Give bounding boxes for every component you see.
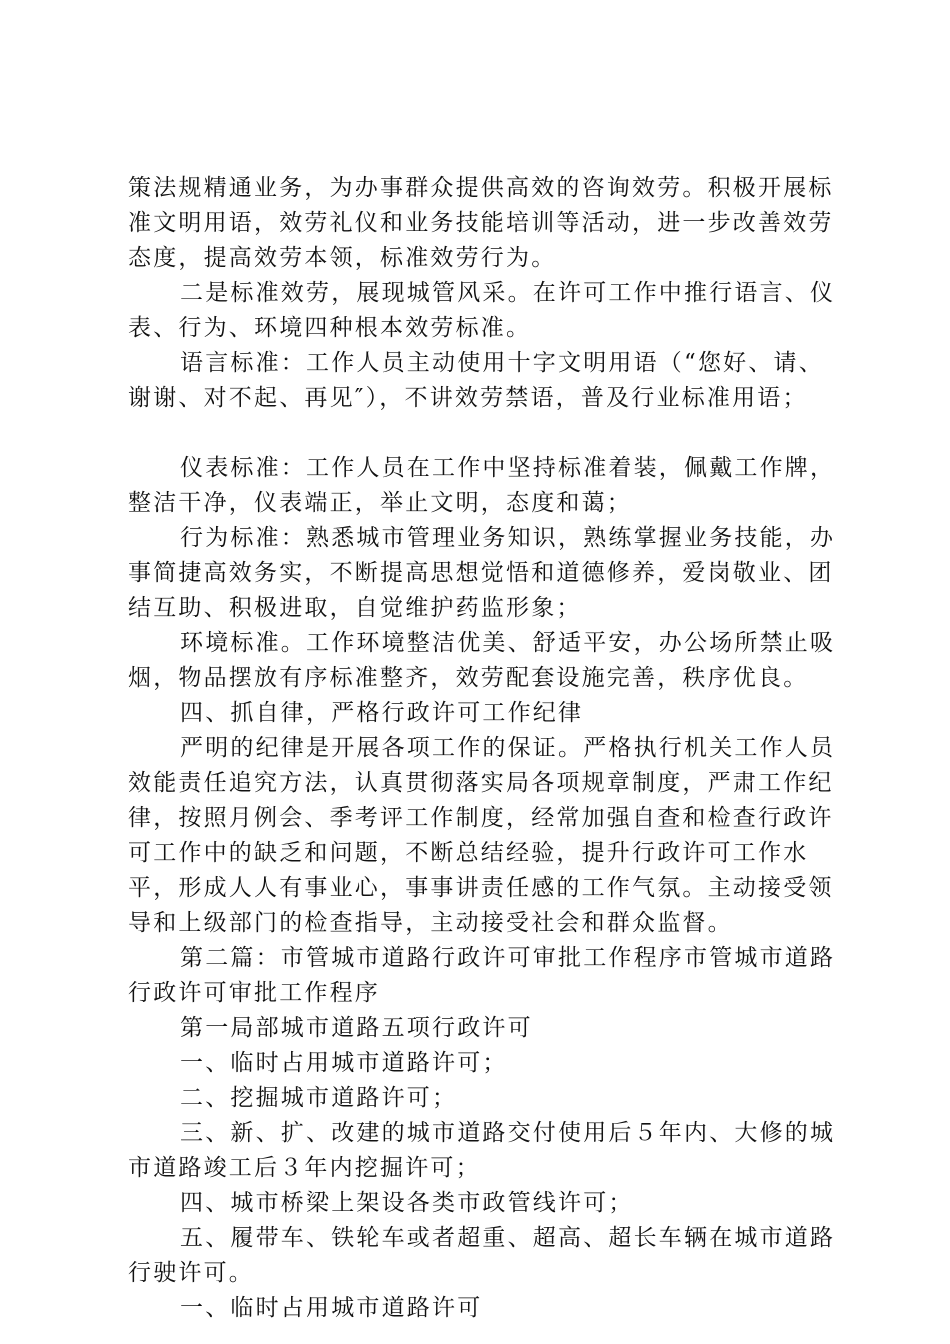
- paragraph-standard-service: 二是标准效劳，展现城管风采。在许可工作中推行语言、仪表、行为、环境四种根本效劳标准。: [128, 280, 836, 341]
- paragraph-language-standard: 语言标准：工作人员主动使用十字文明用语（“您好、请、谢谢、对不起、再见″），不讲效劳禁语，普及行业标准用语；: [128, 350, 824, 411]
- section-heading-temporary-occupation: 一、临时占用城市道路许可: [180, 1295, 483, 1321]
- paragraph-environment-standard: 环境标准。工作环境整洁优美、舒适平安，办公场所禁止吸烟，物品摆放有序标准整齐，效劳配套设施完善，秩序优良。: [128, 630, 836, 691]
- list-item: 四、城市桥梁上架设各类市政管线许可；: [180, 1190, 634, 1216]
- chapter-title: 第二篇：市管城市道路行政许可审批工作程序市管城市道路行政许可审批工作程序: [128, 945, 836, 1006]
- list-item: 二、挖掘城市道路许可；: [180, 1085, 458, 1111]
- list-item: 五、履带车、铁轮车或者超重、超高、超长车辆在城市道路行驶许可。: [128, 1225, 836, 1286]
- paragraph-behavior-standard: 行为标准：熟悉城市管理业务知识，熟练掌握业务技能，办事简捷高效务实，不断提高思想觉悟和道德修养，爱岗敬业、团结互助、积极进取，自觉维护药监形象；: [128, 525, 836, 621]
- paragraph-discipline: 严明的纪律是开展各项工作的保证。严格执行机关工作人员效能责任追究方法，认真贯彻落实局各项规章制度，严肃工作纪律，按照月例会、季考评工作制度，经常加强自查和检查行政许可工作中的缺乏和问题，不断总结经验，提升行政许可工作水平，形成人人有事业心，事事讲责任感的工作气氛。主动接受领导和上级部门的检查指导，主动接受社会和群众监督。: [128, 735, 836, 936]
- list-item: 一、临时占用城市道路许可；: [180, 1050, 508, 1076]
- paragraph-gap: [128, 416, 840, 451]
- section-heading-discipline: 四、抓自律，严格行政许可工作纪律: [180, 700, 584, 726]
- paragraph-appearance-standard: 仪表标准：工作人员在工作中坚持标准着装，佩戴工作牌，整洁干净，仪表端正，举止文明，态度和蔼；: [128, 455, 836, 516]
- paragraph-continuation: 策法规精通业务，为办事群众提供高效的咨询效劳。积极开展标准文明用语，效劳礼仪和业务技能培训等活动，进一步改善效劳态度，提高效劳本领，标准效劳行为。: [128, 175, 834, 271]
- list-item: 三、新、扩、改建的城市道路交付使用后５年内、大修的城市道路竣工后３年内挖掘许可；: [128, 1120, 836, 1181]
- part-heading: 第一局部城市道路五项行政许可: [180, 1015, 533, 1041]
- document-body: [128, 171, 840, 1326]
